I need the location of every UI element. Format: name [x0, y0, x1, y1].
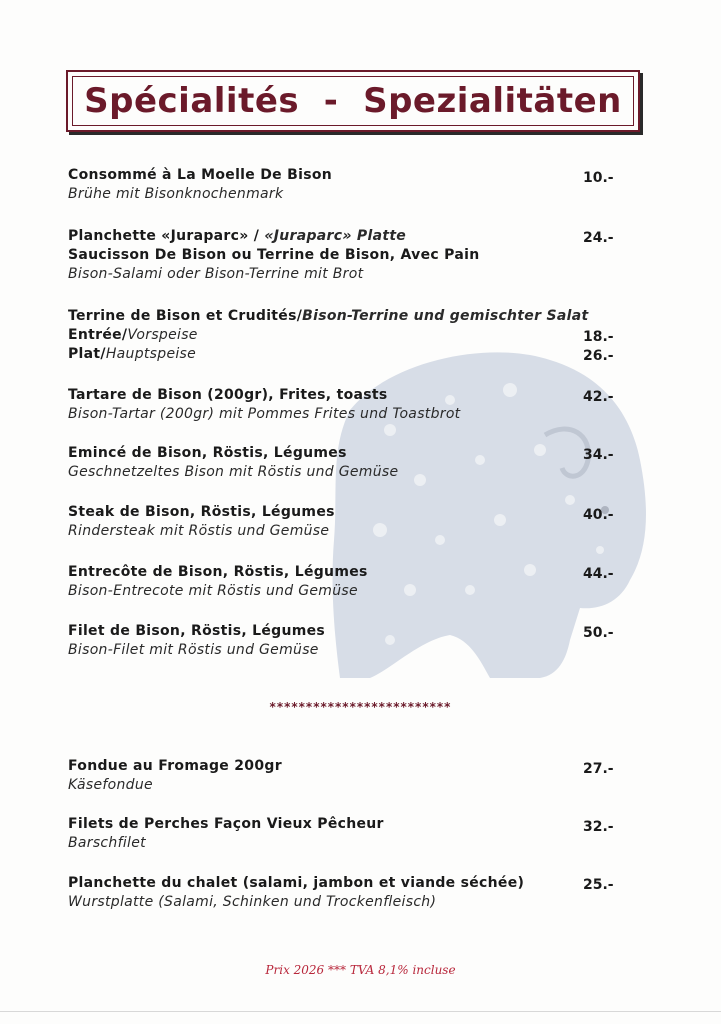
menu-item — [68, 227, 628, 284]
menu-item — [68, 444, 628, 482]
dish-name-fr: Tartare de Bison (200gr), Frites, toasts — [68, 387, 388, 403]
dish-name-fr: Emincé de Bison, Röstis, Légumes — [68, 445, 347, 461]
menu-item — [68, 307, 638, 364]
price: 32.- — [583, 819, 614, 835]
dish-name-fr — [68, 227, 628, 246]
dish-name-fr: Steak de Bison, Röstis, Légumes — [68, 504, 335, 520]
menu-item — [68, 166, 628, 204]
price: 10.- — [583, 170, 614, 186]
price: 24.- — [583, 230, 614, 246]
menu-item — [68, 874, 628, 912]
dish-name-de: Käsefondue — [68, 777, 153, 793]
sub-option-de: Vorspeise — [127, 327, 198, 343]
dish-name-fr: Entrecôte de Bison, Röstis, Légumes — [68, 564, 368, 580]
dish-name-de: Bison-Entrecote mit Röstis und Gemüse — [68, 583, 358, 599]
title-banner — [66, 70, 640, 132]
dish-name-de: Bison-Filet mit Röstis und Gemüse — [68, 642, 319, 658]
menu-item — [68, 622, 628, 660]
price: 26.- — [583, 348, 614, 364]
price: 44.- — [583, 566, 614, 582]
price: 40.- — [583, 507, 614, 523]
price: 50.- — [583, 625, 614, 641]
sub-option-de: Hauptspeise — [105, 346, 197, 362]
price: 42.- — [583, 389, 614, 405]
sub-option-fr: Entrée/ — [68, 327, 128, 343]
sub-option-fr: Plat/ — [68, 346, 106, 362]
dish-name-fr: Filets de Perches Façon Vieux Pêcheur — [68, 816, 384, 832]
dish-name-de: Bison-Tartar (200gr) mit Pommes Frites und Toastbrot — [68, 406, 461, 422]
dish-name-fr: Consommé à La Moelle De Bison — [68, 167, 333, 183]
dish-name-fr: Fondue au Fromage 200gr — [68, 758, 282, 774]
dish-name-de: Geschnetzeltes Bison mit Röstis und Gemüse — [68, 464, 399, 480]
dish-name-fr — [68, 307, 638, 326]
sub-option — [68, 326, 638, 345]
dish-name-de: Rindersteak mit Röstis und Gemüse — [68, 523, 330, 539]
dish-name-de: Brühe mit Bisonknochenmark — [68, 186, 284, 202]
dish-name-de: Wurstplatte (Salami, Schinken und Trockenfleisch) — [68, 894, 437, 910]
menu-item — [68, 503, 628, 541]
dish-detail-fr: Saucisson De Bison ou Terrine de Bison, Avec Pain — [68, 247, 480, 263]
dish-name-de-inline: «Juraparc» Platte — [264, 228, 407, 244]
price: 34.- — [583, 447, 614, 463]
menu-item — [68, 815, 628, 853]
sub-option — [68, 345, 638, 364]
price-footnote: Prix 2026 *** TVA 8,1% incluse — [265, 963, 456, 977]
dish-name-de: Barschfilet — [68, 835, 146, 851]
price: 25.- — [583, 877, 614, 893]
price: 18.- — [583, 329, 614, 345]
dish-name-fr-part: Terrine de Bison et Crudités/ — [68, 308, 303, 324]
menu-item — [68, 563, 628, 601]
price: 27.- — [583, 761, 614, 777]
menu-item — [68, 757, 628, 795]
page-title: Spécialités - Spezialitäten — [84, 81, 622, 121]
dish-name-de: Bison-Salami oder Bison-Terrine mit Brot — [68, 266, 364, 282]
dish-name-fr: Filet de Bison, Röstis, Légumes — [68, 623, 326, 639]
page-edge — [0, 1011, 721, 1012]
dish-name-fr-part: Planchette «Juraparc» / — [68, 228, 265, 244]
section-separator: ************************* — [269, 700, 452, 714]
menu-item — [68, 386, 628, 424]
dish-name-de-inline: Bison-Terrine und gemischter Salat — [302, 308, 589, 324]
dish-name-fr: Planchette du chalet (salami, jambon et viande séchée) — [68, 875, 525, 891]
